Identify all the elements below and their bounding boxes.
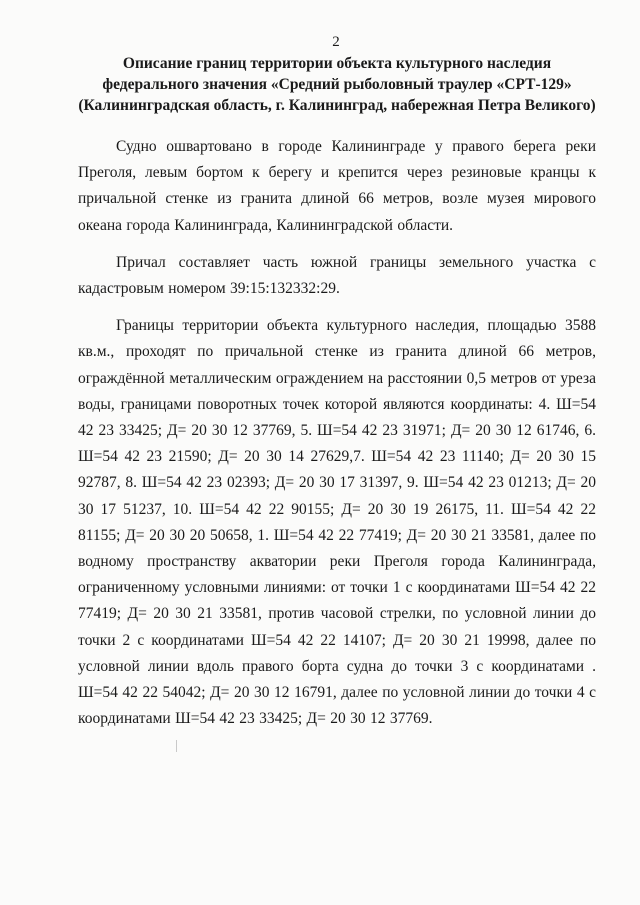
scan-artifact bbox=[176, 740, 177, 752]
paragraph-mooring: Судно ошвартовано в городе Калининграде у правого берега реки Преголя, левым бортом к берегу и крепится через резиновые кранцы к причальной стенке из гранита длиной 66 метров, возле музея мирового океана города Калининграда, Калининградской области. bbox=[78, 138, 596, 234]
title-line-1: Описание границ территории объекта культурного наследия bbox=[122, 55, 552, 72]
document-body bbox=[78, 134, 596, 743]
title-line-3: (Калининградская область, г. Калининград, набережная Петра Великого) bbox=[78, 97, 596, 114]
paragraph-boundaries: Границы территории объекта культурного наследия, площадью 3588 кв.м., проходят по причальной стенке из гранита длиной 66 метров, ограждённой металлическим ограждением на расстоянии 0,5 метров от уреза воды, границами поворотных точек которой являются координаты: 4. Ш=54 42 23 33425; Д= 20 30 12 37769, 5. Ш=54 42 23 31971; Д= 20 30 12 61746, 6. Ш=54 42 23 21590; Д= 20 30 14 27629,7. Ш=54 42 23 11140; Д= 20 30 15 92787, 8. Ш=54 42 23 02393; Д= 20 30 17 31397, 9. Ш=54 42 23 01213; Д= 20 30 17 51237, 10. Ш=54 42 22 90155; Д= 20 30 19 26175, 11. Ш=54 42 22 81155; Д= 20 30 20 50658, 1. Ш=54 42 22 77419; Д= 20 30 21 33581, далее по водному пространству акватории реки Преголя города Калининграда, ограниченному условными линиями: от точки 1 с координатами Ш=54 42 22 77419; Д= 20 30 21 33581, против часовой стрелки, по условной линии до точки 2 с координатами Ш=54 42 22 14107; Д= 20 30 21 19998, далее по условной линии вдоль правого борта судна до точки 3 с координатами . Ш=54 42 22 54042; Д= 20 30 12 16791, далее по условной линии до точки 4 с координатами Ш=54 42 23 33425; Д= 20 30 12 37769. bbox=[78, 317, 596, 728]
page-number: 2 bbox=[332, 34, 340, 50]
paragraph-cadastral: Причал составляет часть южной границы земельного участка с кадастровым номером 39:15:132332:29. bbox=[78, 253, 596, 298]
document-title bbox=[70, 53, 604, 116]
title-line-2: федерального значения «Средний рыболовный траулер «СРТ-129» bbox=[102, 76, 572, 93]
